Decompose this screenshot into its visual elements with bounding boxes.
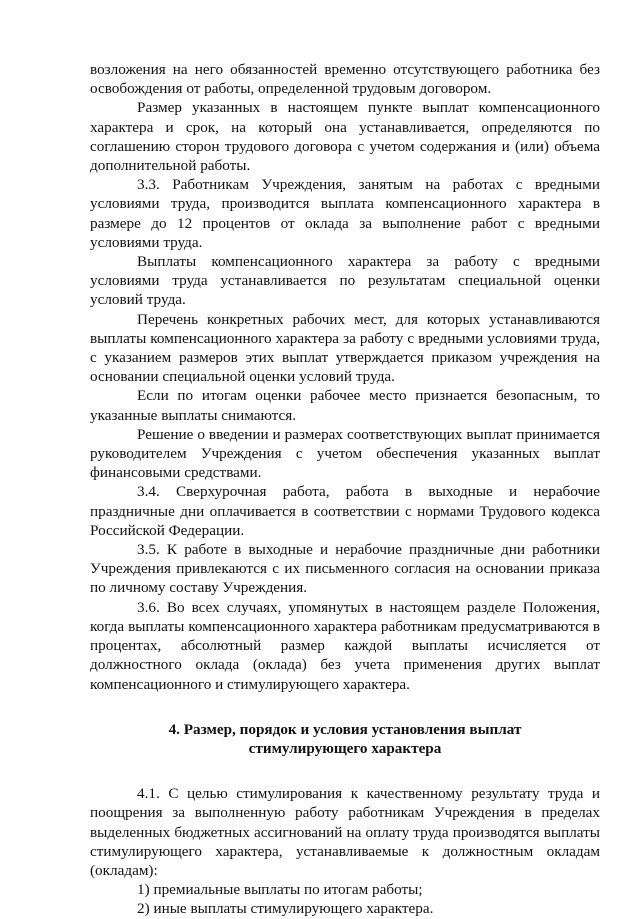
paragraph-4-1: 4.1. С целью стимулирования к качественному результату труда и поощрения за выполненную работу работникам Учреждения в пределах выделенных бюджетных ассигнований на оплату труда производятся выплаты стимулирующего характера, устанавливаемые к должностным окладам (окладам): [90,785,600,879]
list-item: 2) иные выплаты стимулирующего характера. [137,900,434,918]
paragraph-3-4: 3.4. Сверхурочная работа, работа в выходные и нерабочие праздничные дни оплачивается в соответствии с нормами Трудового кодекса Российской Федерации. [90,483,600,539]
paragraph-continuation: возложения на него обязанностей временно отсутствующего работника без освобождения от работы, определенной трудовым договором. [90,61,600,98]
paragraph-decision: Решение о введении и размерах соответствующих выплат принимается руководителем Учреждения с учетом обеспечения указанных выплат финансовыми средствами. [90,425,600,482]
paragraph-safe-workplace: Если по итогам оценки рабочее место признается безопасным, то указанные выплаты снимаются. [90,387,600,424]
section-heading-line-2: стимулирующего характера [248,739,442,757]
paragraph-3-5: 3.5. К работе в выходные и нерабочие праздничные дни работники Учреждения привлекаются с их письменного согласия на основании приказа по личному составу Учреждения. [90,541,600,597]
paragraph-harmful-conditions: Выплаты компенсационного характера за работу с вредными условиями труда устанавливается по результатам специальной оценки условий труда. [90,253,600,309]
paragraph-3-6: 3.6. Во всех случаях, упомянутых в настоящем разделе Положения, когда выплаты компенсационного характера работникам предусматриваются в процентах, абсолютный размер каждой выплаты исчисляется от должностного оклада (оклада) без учета применения других выплат компенсационного и стимулирующего характера. [90,598,600,693]
section-heading-line-1: 4. Размер, порядок и условия установления выплат [168,720,522,738]
paragraph-3-3: 3.3. Работникам Учреждения, занятым на работах с вредными условиями труда, производится выплата компенсационного характера в размере до 12 процентов от оклада за выполнение работ с вредными условиями труда. [90,176,600,251]
paragraph-workplace-list: Перечень конкретных рабочих мест, для которых устанавливаются выплаты компенсационного характера за работу с вредными условиями труда, с указанием размеров этих выплат утверждается приказом учреждения на основании специальной оценки условий труда. [90,310,600,386]
section-heading [90,720,600,758]
list-item: 1) премиальные выплаты по итогам работы; [137,881,423,899]
paragraph-payment-size: Размер указанных в настоящем пункте выплат компенсационного характера и срок, на который она устанавливается, определяются по соглашению сторон трудового договора с учетом содержания и (или) объема дополнительной работы. [90,99,600,175]
document-page [90,60,600,919]
